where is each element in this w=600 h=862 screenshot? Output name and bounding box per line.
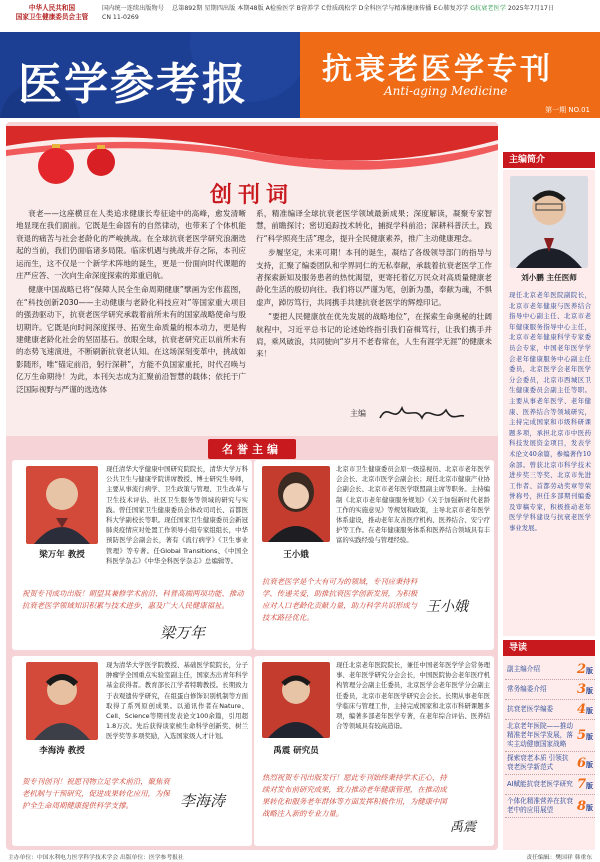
inaugural-paragraph: 健康中国战略已将“保障人民全生命周期健康”擘画为宏伟蓝图，在“科技创新2030——主动健康与老龄化科技应对”等国家重大项目的强劲驱动下，抗衰老医学研究承载着前所未有的国家战略使命与殷切期许。它既是向时间深度探寻、拓宽生命质量的根本动力，更是构建健康老龄化社会的坚固基石。放眼全球，抗衰老研究正以前所未有的态势飞速演进，不断刷新抗衰老认知。在这场深刻变革中，挑战如影随形，唯“锚定前沿，躬行深耕”，方能不负国家重托，时代召唤与亿万生命期待！为此，本刊矢志成为汇聚前沿智慧的载体；依托于广泛国际视野与严谨的选选体 (16, 285, 246, 394)
editor-bio: 现任北京老年医院院长，兼任中国老年医学学会常务理事、老年医学研究分会会长，中国医院协会老年医疗机构管理分会副主任委员，北京医学会老年医学分会副主任委员，北京市老年医学研究会会长。长期从事老年医学临床与管理工作，主持完成国家和北京市科研课题多项，编著多部老年医学专著，在老年综合评估、医养结合等领域具有较高造诣。 (336, 661, 490, 731)
portrait-figure (262, 662, 330, 738)
guide-tab: 导读 (503, 640, 595, 656)
inaugural-title: 创刊词 (210, 182, 295, 208)
issue-date: 2025年7月17日 (505, 5, 555, 12)
masthead (0, 32, 600, 118)
publisher-block (6, 4, 98, 22)
guide-item[interactable] (505, 752, 595, 775)
portrait-figure (26, 466, 98, 544)
guide-item-page: 8版 (576, 798, 593, 814)
issue-highlight: G抗衰老医学 (470, 5, 506, 12)
footer-left: 主办单位：中国水利电力医学科学技术学会 出版单位：医学参考报社 (8, 855, 184, 861)
inaugural-paragraph: “要把人民健康放在优先发展的战略地位”，在探索生命奥秘的壮阔航程中，习近平总书记的论述始终指引我们奋楫笃行，让我们携手并肩，乘风破浪，共同驶向“岁月不老春常在，人生有涯学无涯”的健康未来！ (256, 312, 492, 359)
guide-item[interactable] (505, 720, 595, 752)
editor-signature: 李海涛 (180, 792, 226, 810)
portrait-figure (26, 662, 98, 740)
masthead-right (300, 32, 600, 118)
masthead-left (0, 32, 300, 118)
inaugural-paragraph: 系，精准编译全球抗衰老医学领域最新成果；深度解读，凝聚专家智慧，前瞻探讨；密切追踪技术转化，捕捉学科前沿；深耕科普沃土，践行“科学照亮生活”理念，提升全民健康素养，推广主动健康理念。 (256, 209, 492, 243)
publisher-line1: 中华人民共和国 (28, 4, 76, 12)
chief-editor-name: 刘小鹏 主任医师 (521, 273, 577, 282)
lantern-ribbon-decor (6, 126, 498, 184)
portrait-photo (262, 662, 330, 738)
issue-info (172, 4, 594, 13)
footer-right: 责任编辑：樊国祥 韩重东 (526, 855, 592, 861)
inaugural-paragraph: 步履坚定，未来可期！本刊的诞生，凝结了各级领导部门的指导与支持，汇聚了编委团队和学界同仁的无私奉献，承载着抗衰老医学工作者探索新知及服务患者的热忱渴望，更寄托着亿万民众对高质量健康老龄化生活的殷切向往。我们将以严谨为笔，创新为墨，奉献为魂，不惧虚声，踔厉笃行，共同携手共建抗衰老医学的辉煌印记。 (256, 248, 492, 307)
guide-item[interactable] (505, 700, 595, 720)
issue-sections: 总第892期 星期四出版 本期48版 A检验医学 B营养学 C骨质疏松学 D全科医学与精准健康传播 E心肺复苏学 (172, 5, 471, 12)
publisher-line2: 国家卫生健康委员会主管 (15, 13, 89, 21)
editor-name: 禹震 研究员 (273, 746, 319, 756)
portrait-photo (26, 662, 98, 740)
portrait-photo (262, 466, 330, 542)
guide-list (505, 660, 595, 818)
guide-item-title: 个体化精准营养在抗衰老中的应用展望 (507, 797, 573, 814)
newspaper-title: 医学参考报 (18, 59, 248, 110)
special-title-en: Anti-aging Medicine (384, 84, 508, 98)
inaugural-column-right (256, 208, 492, 361)
chief-editor-signature (350, 398, 466, 428)
guide-item-page: 4版 (576, 702, 593, 717)
cn-block (98, 4, 172, 22)
top-strip (0, 0, 600, 32)
handwritten-signature (376, 398, 466, 428)
guide-item[interactable] (505, 660, 595, 680)
guide-item[interactable] (505, 795, 595, 818)
guide-item-page: 5版 (576, 728, 593, 743)
editor-quote: 贺专刊创刊！祝愿刊物立足学术前沿，聚焦衰老机制与干预研究，促进成果转化应用，为保护全生命周期健康提供科学支撑。 (22, 777, 170, 810)
chief-editor-bio: 现任北京老年医院副院长，北京市老年健康与医养结合指导中心副主任、北京市老年健康服务指导中心主任，北京市老年健康科学专家委员会专家，中国老年医学学会老年健康服务中心副主任委员，北京医学会老年医学分会委员，北京市西城区卫生健康委员会副主任等职。主要从事老年医学、老年健康、医养结合等领域研究，主持完成国家和市级科研课题多项，承担北京市中医药科技发展资金项目，发表学术论文40余篇，参编著作10余部。曾获北京市科学技术进步奖三等奖、北京市先进工作者、首都劳动奖章等荣誉称号，担任多部期刊编委及审稿专家，积极推动老年医学学科建设与抗衰老医学事业发展。 (509, 291, 591, 533)
chief-editor-tab: 主编简介 (503, 152, 595, 168)
editor-name: 李海涛 教授 (39, 746, 85, 756)
cn-line1: 国内统一连续出版物号 (102, 5, 164, 12)
guide-item-title: 常务编委介绍 (507, 685, 547, 693)
portrait-figure (510, 176, 588, 268)
portrait-photo (26, 466, 98, 544)
chief-editor-photo (510, 176, 588, 268)
issue-number: 第一期 NO.01 (545, 106, 590, 114)
editor-bio: 现任清华大学健康中国研究院院长，清华大学万科公共卫生与健康学院讲席教授、博士研究生导师，主要从事流行病学、卫生政策与管理、卫生改革与卫生技术评估、社区卫生服务等领域的研究与实践。曾任国家卫生健康委员会体改司司长、首都医科大学副校长等职。现任国家卫生健康委员会新冠肺炎疫情应对处置工作领导小组专家组组长，中华预防医学会副会长，著有《流行病学》《卫生事业管理》等专著。任Global Transitions、《中国全科医学杂志》《中华全科医学杂志》总编辑等。 (106, 465, 248, 565)
editor-name: 王小娥 (283, 550, 309, 560)
guide-item-title: 探索衰老本质 引领抗衰老医学新范式 (507, 754, 569, 771)
inaugural-column-left (16, 208, 246, 396)
editor-bio: 北京市卫生健康委员会原一级巡视员、北京市老年医学会会长、北京市医学会副会长；现任北京市健康产业协会副会长、北京市老年医学联盟副主席等职务。主持编制《北京市老年健康服务规划》《关于加强新时代老龄工作的实施意见》等规划和政策，主导北京市老年医学体系建设，推动老年友善医疗机构、医养结合、安宁疗护等工作。在老年健康服务体系和医养结合领域具有丰富的实践经验与管理经验。 (336, 465, 490, 545)
honorary-editors-header (6, 440, 498, 458)
guide-item-page: 6版 (576, 755, 593, 771)
editor-signature: 梁万年 (160, 624, 206, 642)
editor-signature: 王小娥 (426, 599, 468, 615)
guide-item-title: 抗衰老医学编委 (507, 705, 554, 713)
portrait-figure (262, 466, 330, 542)
cn-line2: CN 11-0269 (102, 14, 139, 21)
guide-item[interactable] (505, 775, 595, 795)
guide-item-page: 3版 (576, 682, 593, 697)
guide-item[interactable] (505, 680, 595, 700)
special-title: 抗衰老医学专刊 (322, 52, 553, 87)
honorary-editors-tab: 名誉主编 (208, 439, 296, 459)
editor-quote: 抗衰老医学是个大有可为的领域，专刊应秉持科学、传递关爱，助推抗衰医学创新发展，为积极应对人口老龄化贡献力量，助力科学共识形成与技术路径优化。 (262, 577, 418, 622)
editor-quote: 热烈祝贺专刊出版发行！愿此专刊始终秉持学术正心，持续对发布前研究成果，致力推动老年健康管理，在推动成果转化和服务老年群体等方面发挥积极作用，为健康中国战略注入新的专业力量。 (262, 773, 447, 818)
guide-item-title: 副主编介绍 (507, 665, 540, 673)
editor-bio: 现为清华大学医学院教授、基础医学院院长，分子肿瘤学全国重点实验室副主任，国家杰出青年科学基金获得者。教育部长江学者特聘教授。长期致力于表观遗传学研究，在组蛋白修饰识别机制等方面取得了系列原创成果。以通讯作者在Nature、Cell、Science等期刊发表论文100余篇，引用超1.8万次。先后获得谈家桢生命科学创新奖、树兰医学奖等多项奖励，入选国家级人才计划。 (106, 661, 248, 741)
editor-quote: 祝贺专刊成功出版！期望其兼修学术前沿、科普高端两项功能、推动抗衰老医学领域知识积累与技术进步，惠及广大人民健康福祉。 (22, 589, 244, 610)
guide-item-title: AI赋能抗衰老医学研究 (507, 780, 573, 788)
signature-label: 主编 (350, 408, 366, 418)
editor-signature: 禹震 (450, 820, 477, 835)
footer (0, 852, 600, 862)
guide-item-title: 北京老年医院——推动精准老年医学发展，落实主动健康国家战略 (507, 722, 573, 748)
inaugural-paragraph: 衰老——这座横亘在人类追求健康长寿征途中的高峰，愈发清晰地显现在我们面前。它既是生命固有的自然律动，也带来了个体机能衰退的痛苦与社会老龄化的严峻挑战。在全球抗衰老医学研究浪潮迭起的当前，我们仍面临诸多局限。临床机遇与挑战并存之际，本刊应运而生，这不仅是一个新学术阵地的诞生，更是一份面向时代课题的庄严应答、一次向生命深度探索的郑重启航。 (16, 209, 246, 281)
guide-item-page: 7版 (576, 777, 593, 792)
editor-name: 梁万年 教授 (39, 550, 85, 560)
decor-ribbon (6, 126, 498, 184)
guide-item-page: 2版 (576, 662, 593, 677)
